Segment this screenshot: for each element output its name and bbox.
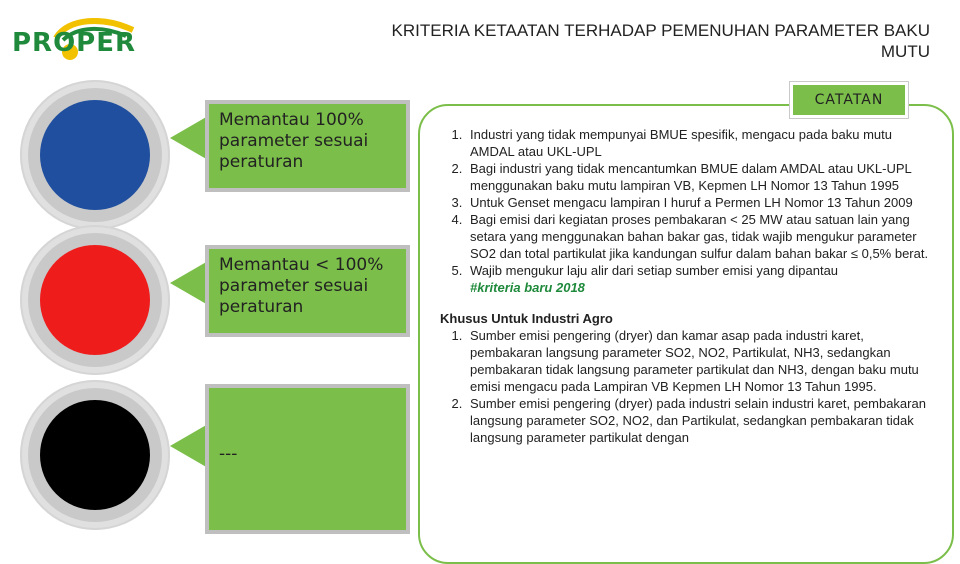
title-line-1: KRITERIA KETAATAN TERHADAP PEMENUHAN PARAMETER BAKU (391, 21, 930, 40)
notes-header: CATATAN (790, 82, 908, 118)
agro-section-title: Khusus Untuk Industri Agro (440, 311, 613, 326)
notes-list (440, 126, 930, 296)
legend-label-blue: Memantau 100% parameter sesuai peraturan (205, 100, 410, 192)
list-item: 2. Bagi industri yang tidak mencantumkan BMUE dalam AMDAL atau UKL-UPL menggunakan baku mutu lampiran VB, Kepmen LH Nomor 13 Tahun 1995 (466, 160, 930, 194)
blue-circle-icon (40, 100, 150, 210)
callout-tail (170, 424, 208, 468)
legend-item-black (20, 380, 400, 530)
list-item: 3. Untuk Genset mengacu lampiran I huruf a Permen LH Nomor 13 Tahun 2009 (466, 194, 930, 211)
title-line-2: MUTU (880, 42, 930, 61)
black-circle-icon (40, 400, 150, 510)
legend-item-red (20, 225, 400, 375)
new-criteria-tag: #kriteria baru 2018 (470, 280, 585, 295)
callout-tail (170, 116, 208, 160)
list-item: 1. Sumber emisi pengering (dryer) dan kamar asap pada industri karet, pembakaran langsung parameter SO2, NO2, Partikulat, NH3, sedangkan pembakaran tidak langsung parameter partikulat dan NH3, dengan baku mutu emisi mengacu pada Lampiran VB Kepmen LH Nomor 13 Tahun 1995. (466, 327, 930, 395)
notes-content (440, 126, 930, 446)
callout-tail (170, 261, 208, 305)
page-title (220, 20, 930, 62)
list-item: 2. Sumber emisi pengering (dryer) pada industri selain industri karet, pembakaran langsung parameter SO2, NO2, dan Partikulat, sedangkan pembakaran tidak langsung parameter partikulat dengan (466, 395, 930, 446)
agro-list (440, 327, 930, 446)
list-item: 1. Industri yang tidak mempunyai BMUE spesifik, mengacu pada baku mutu AMDAL atau UKL-UPL (466, 126, 930, 160)
list-item (466, 262, 930, 296)
red-circle-icon (40, 245, 150, 355)
legend-item-blue (20, 80, 400, 230)
legend-label-black: --- (205, 384, 410, 534)
legend-label-red: Memantau < 100% parameter sesuai peraturan (205, 245, 410, 337)
logo-text: PROPER (12, 28, 137, 58)
list-item-text: Wajib mengukur laju alir dari setiap sumber emisi yang dipantau (470, 263, 839, 278)
list-item: 4. Bagi emisi dari kegiatan proses pembakaran < 25 MW atau satuan lain yang setara yang menggunakan bahan bakar gas, tidak wajib mengukur parameter SO2 dan total partikulat jika kandungan sulfur dalam bahan bakar ≤ 0,5% berat. (466, 211, 930, 262)
